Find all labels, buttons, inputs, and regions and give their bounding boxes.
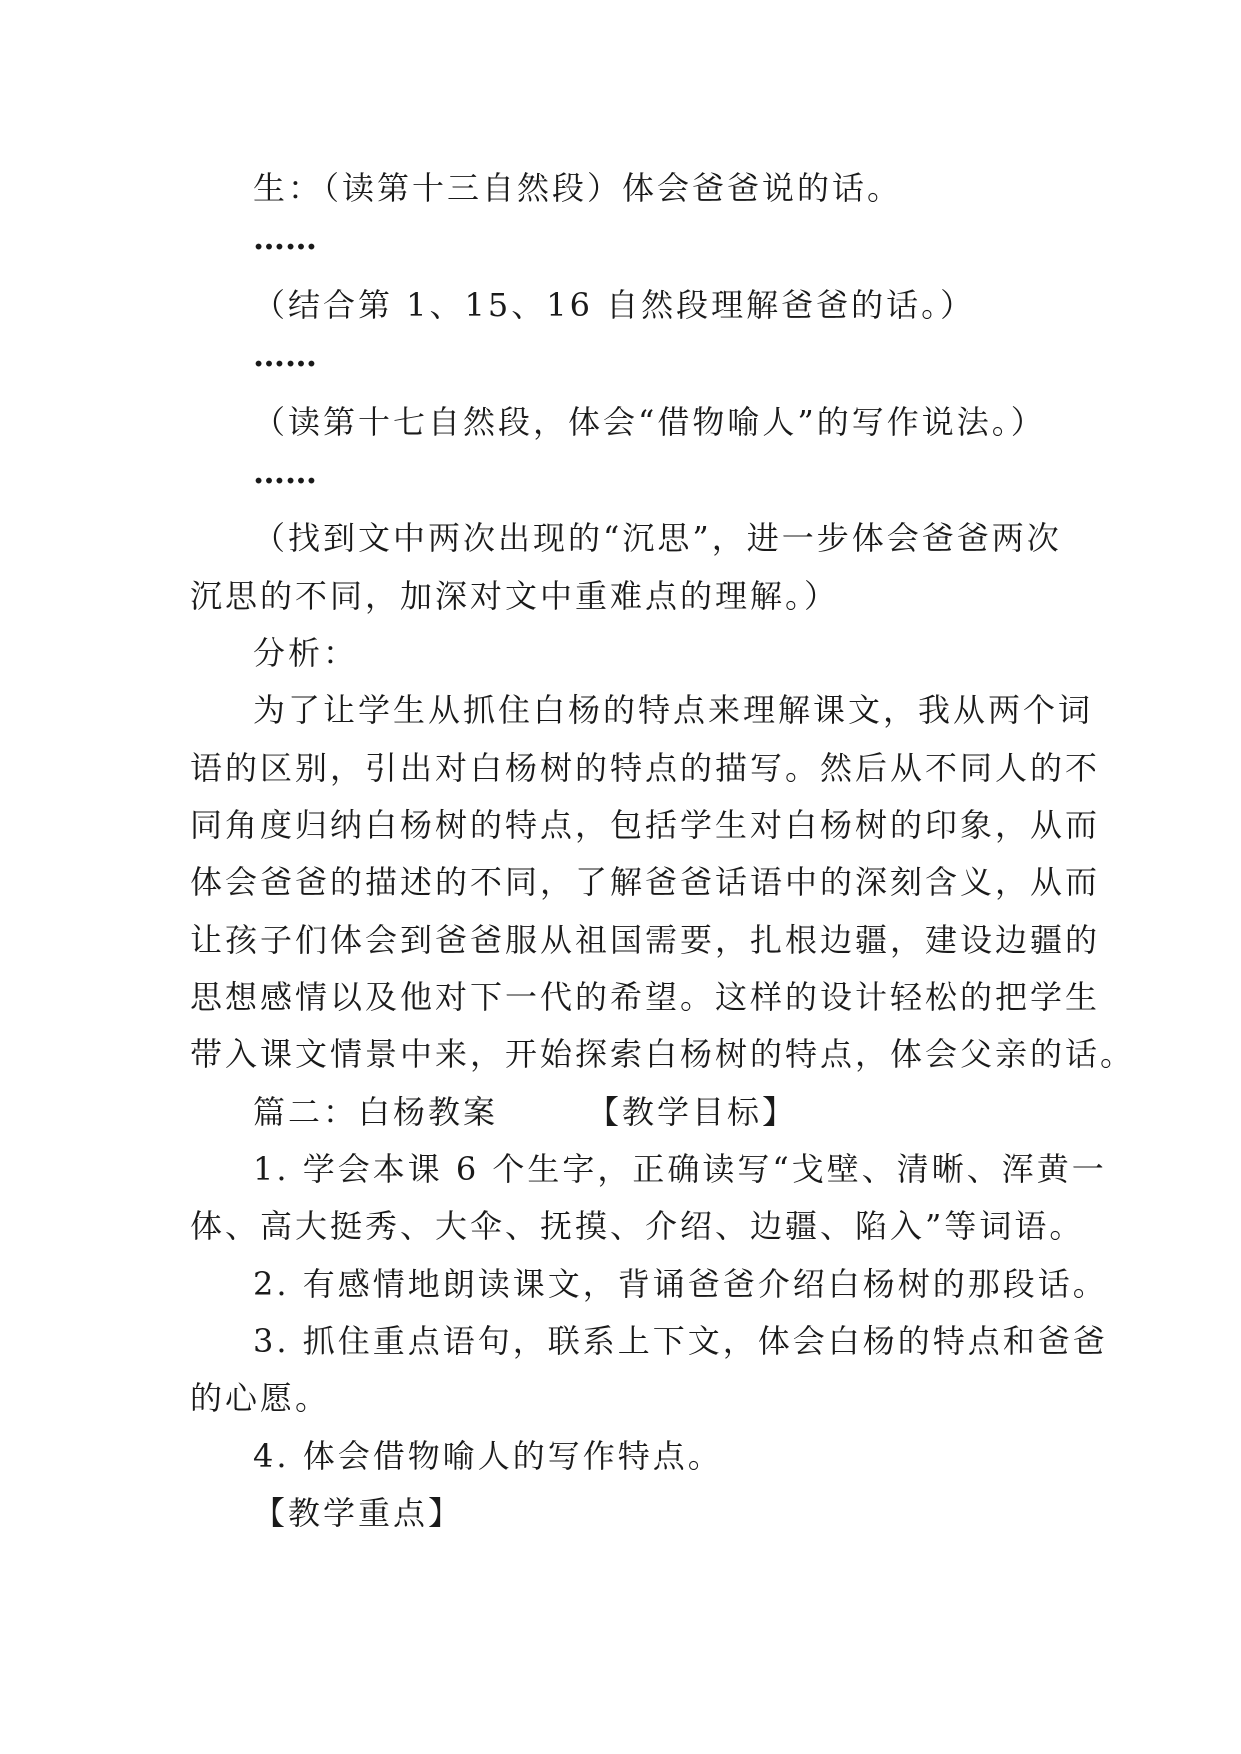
text-line: 沉思的不同，加深对文中重难点的理解。） <box>190 577 840 615</box>
section-heading: 【教学重点】 <box>253 1494 464 1532</box>
ellipsis-line: …… <box>253 336 317 374</box>
text-line: 体、高大挺秀、大伞、抚摸、介绍、边疆、陷入”等词语。 <box>190 1207 1085 1245</box>
section-heading: 篇二：白杨教案 【教学目标】 <box>253 1093 798 1131</box>
text-line: 4. 体会借物喻人的写作特点。 <box>253 1437 723 1475</box>
text-line: 生：（读第十三自然段）体会爸爸说的话。 <box>253 169 903 207</box>
text-line: 同角度归纳白杨树的特点，包括学生对白杨树的印象，从而 <box>190 806 1101 844</box>
text-line: （找到文中两次出现的“沉思”，进一步体会爸爸两次 <box>253 519 1062 557</box>
text-line: 3. 抓住重点语句，联系上下文，体会白杨的特点和爸爸 <box>253 1322 1108 1360</box>
text-line: （读第十七自然段，体会“借物喻人”的写作说法。） <box>253 403 1046 441</box>
section-label: 分析： <box>253 634 359 672</box>
text-line: 体会爸爸的描述的不同，了解爸爸话语中的深刻含义，从而 <box>190 863 1101 901</box>
text-line: 1. 学会本课 6 个生字，正确读写“戈壁、清晰、浑黄一 <box>253 1150 1107 1188</box>
ellipsis-line: …… <box>253 453 317 491</box>
text-line: 思想感情以及他对下一代的希望。这样的设计轻松的把学生 <box>190 978 1101 1016</box>
text-line: 让孩子们体会到爸爸服从祖国需要，扎根边疆，建设边疆的 <box>190 921 1101 959</box>
text-line: 2. 有感情地朗读课文，背诵爸爸介绍白杨树的那段话。 <box>253 1265 1108 1303</box>
text-line: 的心愿。 <box>190 1379 331 1417</box>
text-line: 带入课文情景中来，开始探索白杨树的特点，体会父亲的话。 <box>190 1035 1136 1073</box>
text-line: 为了让学生从抓住白杨的特点来理解课文，我从两个词 <box>253 691 1094 729</box>
ellipsis-line: …… <box>253 219 317 257</box>
text-line: 语的区别，引出对白杨树的特点的描写。然后从不同人的不 <box>190 749 1101 787</box>
text-line: （结合第 1、15、16 自然段理解爸爸的话。） <box>253 286 976 324</box>
